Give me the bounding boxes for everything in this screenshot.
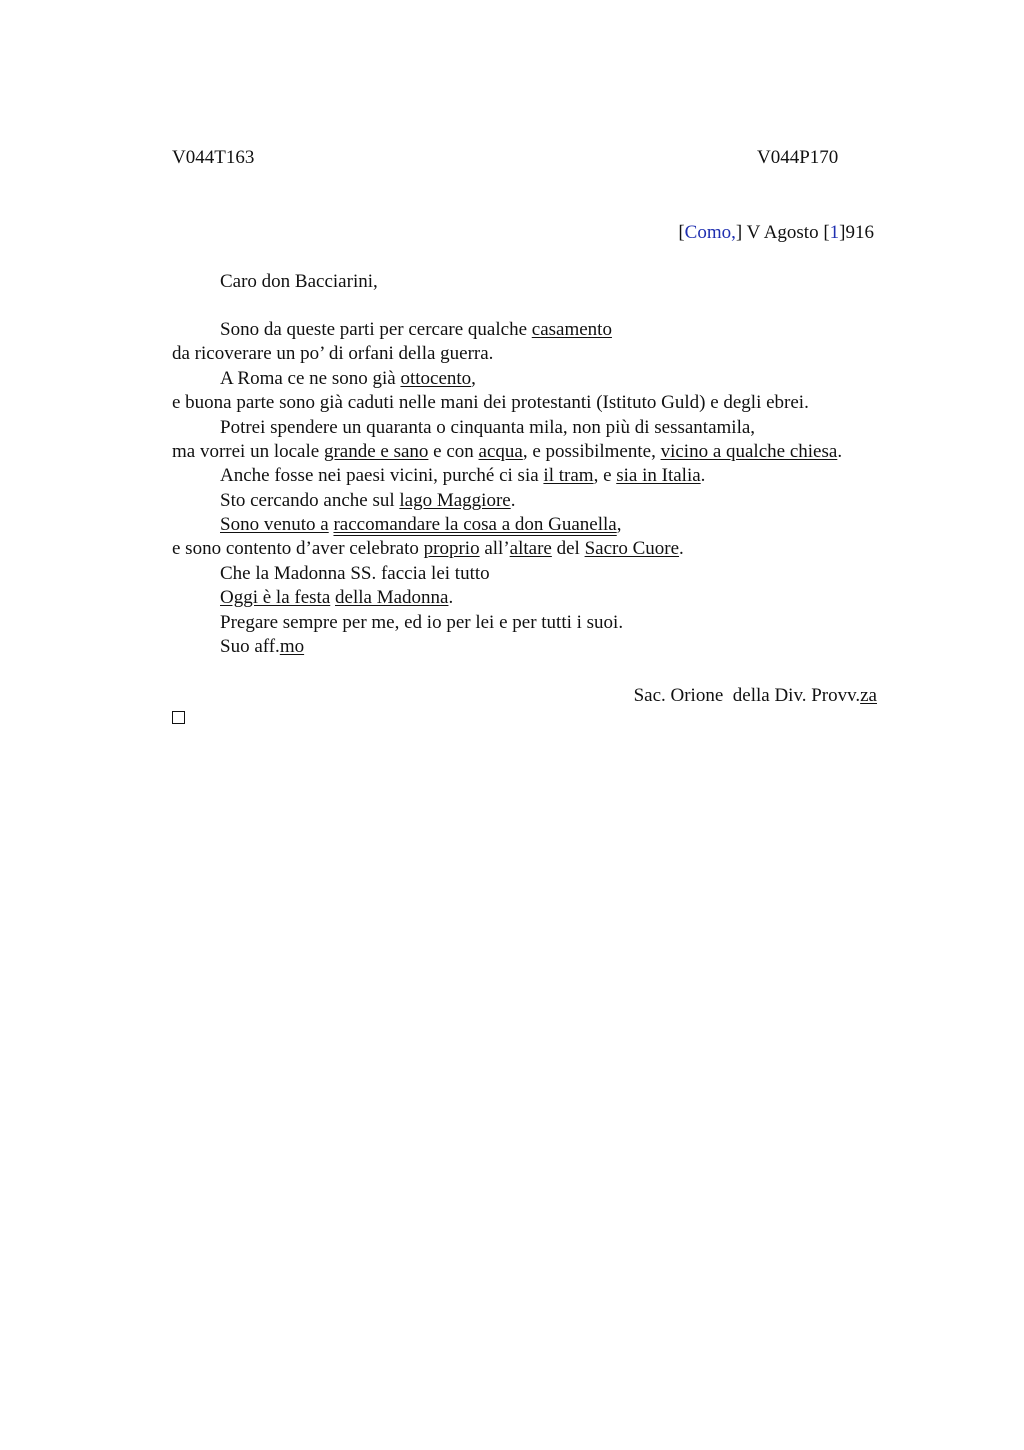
underlined-text: mo [279, 636, 305, 657]
underlined-text: Sono venuto a [220, 514, 329, 535]
dateline-open-bracket: [ [678, 222, 685, 243]
underlined-text: ottocento [400, 368, 472, 389]
text-segment: e sono contento d’aver celebrato [172, 538, 424, 559]
signature-text: Sac. Orione della Div. Provv. [633, 685, 861, 706]
text-segment: Anche fosse nei paesi vicini, purché ci sia [220, 465, 544, 486]
text-segment: . [700, 465, 706, 486]
text-segment: Suo aff. [220, 636, 280, 657]
signature [634, 684, 877, 708]
underlined-text: della Madonna [335, 587, 449, 608]
body-line-3 [220, 367, 476, 391]
underlined-text: grande e sano [323, 441, 429, 462]
body-line-7 [220, 464, 705, 488]
text-segment: , [471, 368, 476, 389]
dateline-date: V Agosto [742, 222, 824, 243]
text-segment: e con [428, 441, 479, 462]
underlined-text: lago Maggiore [399, 490, 511, 511]
text-segment: A Roma ce ne sono già [220, 368, 401, 389]
body-line-1 [220, 318, 612, 342]
text-segment: . [510, 490, 516, 511]
text-segment: ma vorrei un locale [172, 441, 324, 462]
body-line-13: Pregare sempre per me, ed io per lei e per tutti i suoi. [220, 612, 624, 633]
body-line-12 [220, 586, 453, 610]
dateline-year-close: ] [839, 222, 846, 243]
closing-line [220, 635, 304, 659]
body-line-2: da ricoverare un po’ di orfani della guerra. [172, 343, 494, 364]
underlined-text: proprio [423, 538, 480, 559]
text-segment: Sono da queste parti per cercare qualche [220, 319, 532, 340]
salutation: Caro don Bacciarini, [220, 271, 378, 292]
dateline [678, 221, 874, 245]
body-line-10 [172, 537, 684, 561]
underlined-text: Oggi è la festa [220, 587, 331, 608]
signature-suffix: za [860, 685, 877, 706]
underlined-text: vicino a qualche chiesa [660, 441, 838, 462]
body-line-5: Potrei spendere un quaranta o cinquanta mila, non più di sessantamila, [220, 417, 756, 438]
text-segment: . [679, 538, 684, 559]
underlined-text: il tram [543, 465, 594, 486]
text-segment: , e possibilmente, [522, 441, 661, 462]
body-line-6 [172, 440, 842, 464]
underlined-text: Sacro Cuore [584, 538, 680, 559]
body-line-4: e buona parte sono già caduti nelle mani dei protestanti (Istituto Guld) e degli ebrei. [172, 392, 809, 413]
underlined-text: acqua [478, 441, 523, 462]
dateline-place: Como, [684, 222, 736, 243]
body-line-8 [220, 489, 515, 513]
text-segment: . [448, 587, 454, 608]
document-code-left: V044T163 [172, 147, 255, 168]
document-code-right: V044P170 [757, 147, 839, 168]
underlined-text: altare [509, 538, 552, 559]
underlined-text: casamento [531, 319, 612, 340]
text-segment: , e [593, 465, 617, 486]
body-line-9 [220, 513, 621, 537]
body-line-11: Che la Madonna SS. faccia lei tutto [220, 563, 490, 584]
double-underlined-text: raccomandare la cosa a don Guanella [333, 514, 617, 535]
dateline-close-bracket: ] [735, 222, 743, 243]
dateline-year-digit: 1 [829, 222, 840, 243]
text-segment: , [616, 514, 622, 535]
text-segment: del [551, 538, 585, 559]
text-segment: Sto cercando anche sul [220, 490, 400, 511]
dateline-year-rest: 916 [845, 222, 874, 243]
empty-square-icon [172, 711, 185, 724]
text-segment: . [837, 441, 843, 462]
text-segment: all’ [479, 538, 510, 559]
underlined-text: sia in Italia [616, 465, 701, 486]
dateline-year-open: [ [823, 222, 830, 243]
